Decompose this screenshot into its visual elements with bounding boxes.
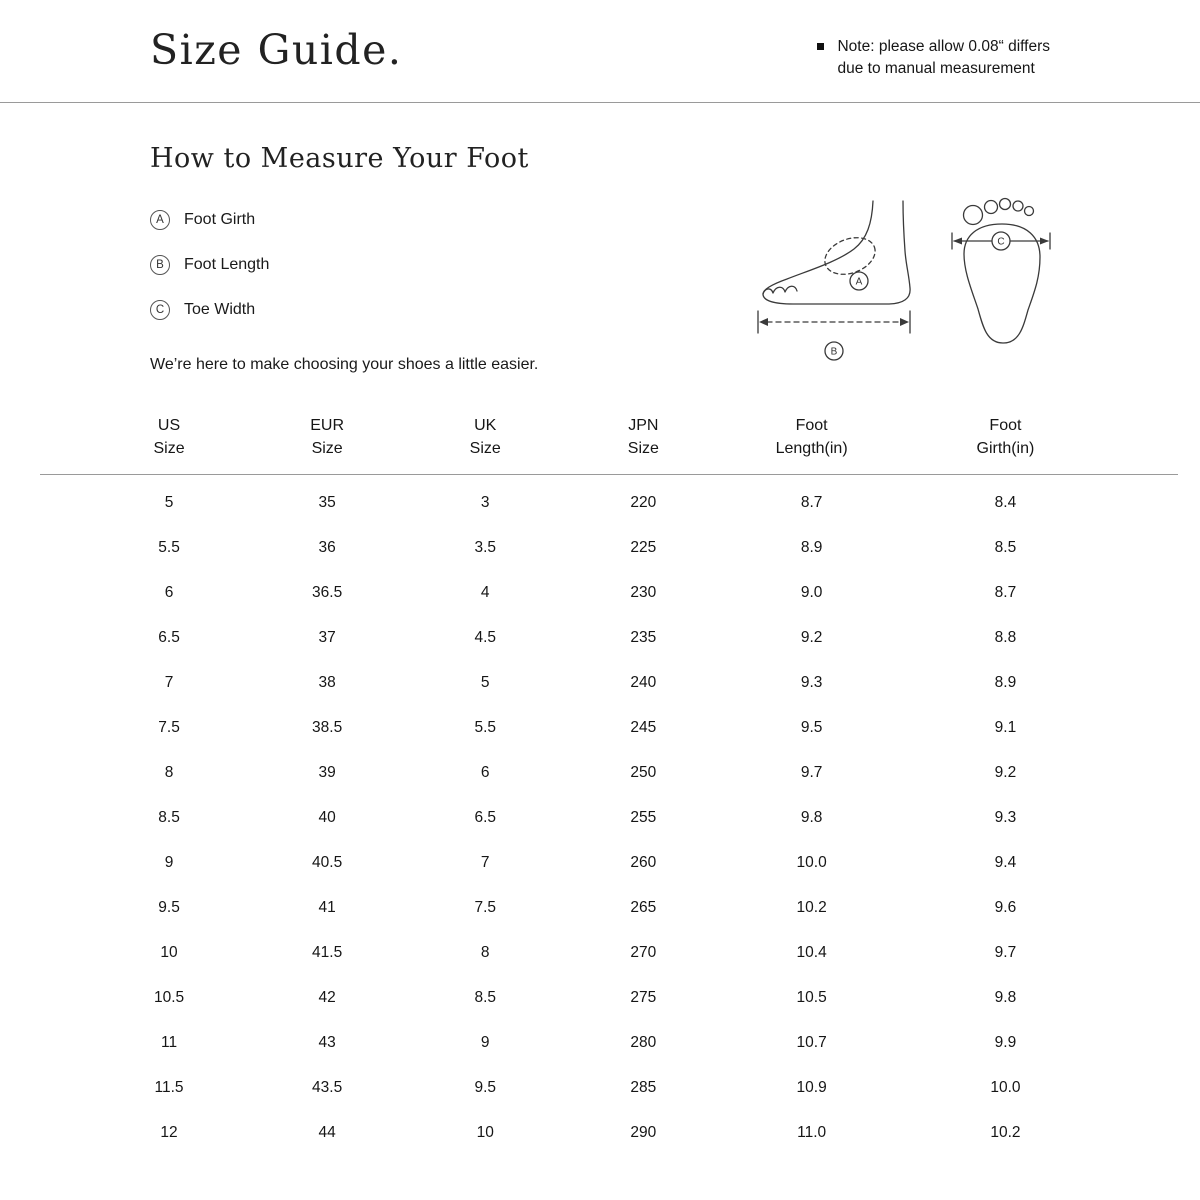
table-cell: 9.3: [800, 674, 823, 691]
column-header: UK Size: [469, 417, 501, 457]
table-cell: 43: [318, 1034, 336, 1051]
header-divider: [0, 102, 1200, 103]
note-line-2: due to manual measurement: [837, 60, 1035, 77]
table-cell: 3.5: [474, 539, 497, 556]
table-cell: 9.5: [800, 719, 823, 736]
table-cell: 8: [164, 764, 174, 781]
table-cell: 8.4: [994, 494, 1017, 511]
side-foot-outline: [763, 201, 910, 304]
footprint-big-toe: [964, 206, 983, 225]
table-cell: 270: [630, 944, 657, 961]
toe-width-measure: [952, 232, 1050, 250]
table-cell: 39: [318, 764, 336, 781]
table-row: [90, 1021, 1110, 1066]
table-row: [90, 571, 1110, 616]
foot-measure-diagram: [755, 193, 1075, 398]
table-cell: 7.5: [158, 719, 180, 736]
table-cell: 9: [164, 854, 174, 871]
measure-item-label: Foot Length: [184, 256, 270, 273]
table-cell: 10.5: [153, 989, 185, 1006]
table-cell: 9.7: [800, 764, 823, 781]
table-cell: 8.8: [994, 629, 1017, 646]
table-cell: 255: [630, 809, 657, 826]
table-cell: 8.7: [994, 584, 1017, 601]
length-measure: [758, 311, 910, 360]
note: [817, 36, 1050, 80]
table-row: [90, 796, 1110, 841]
table-cell: 9.8: [994, 989, 1017, 1006]
table-row: [90, 886, 1110, 931]
table-cell: 9.5: [158, 899, 180, 916]
table-cell: 40.5: [312, 854, 343, 871]
table-cell: 235: [630, 629, 657, 646]
table-cell: 6.5: [474, 809, 497, 826]
size-table-body: [90, 474, 1110, 1156]
column-header: JPN Size: [627, 417, 659, 457]
table-cell: 12: [160, 1124, 178, 1141]
size-table: [90, 414, 1110, 1156]
table-cell: 8.7: [800, 494, 823, 511]
size-table-header-row: [90, 414, 1110, 474]
table-cell: 10: [160, 944, 178, 961]
foot-side-view: [763, 201, 910, 304]
header: [0, 0, 1200, 102]
table-cell: 8.5: [474, 989, 497, 1006]
table-cell: 9.7: [994, 944, 1017, 961]
table-cell: 5: [480, 674, 490, 691]
table-cell: 6: [164, 584, 174, 601]
label-b: B: [830, 346, 838, 358]
table-cell: 7: [480, 854, 490, 871]
table-cell: 9.2: [994, 764, 1017, 781]
table-cell: 8.9: [994, 674, 1017, 691]
column-header: Foot Girth(in): [976, 417, 1035, 457]
label-c: C: [997, 236, 1005, 248]
table-row: [90, 706, 1110, 751]
table-cell: 9.6: [994, 899, 1017, 916]
table-cell: 10.5: [796, 989, 827, 1006]
table-cell: 275: [630, 989, 657, 1006]
table-row: [90, 661, 1110, 706]
table-cell: 5: [164, 494, 174, 511]
measure-section: [0, 143, 1200, 374]
table-cell: 6: [480, 764, 490, 781]
table-row: [90, 616, 1110, 661]
circle-b-icon: B: [150, 255, 170, 275]
column-header: US Size: [153, 417, 185, 457]
table-row: [90, 526, 1110, 571]
table-row: [90, 751, 1110, 796]
table-cell: 11.5: [154, 1079, 184, 1096]
table-header-divider: [40, 474, 1178, 475]
table-cell: 11: [161, 1034, 178, 1051]
column-header: EUR Size: [310, 417, 345, 457]
table-cell: 10.2: [796, 899, 827, 916]
table-cell: 240: [630, 674, 657, 691]
table-cell: 6.5: [158, 629, 180, 646]
table-cell: 9.1: [994, 719, 1017, 736]
table-cell: 41: [318, 899, 336, 916]
measure-item-label: Foot Girth: [184, 211, 256, 228]
table-cell: 7.5: [474, 899, 497, 916]
table-cell: 5.5: [158, 539, 180, 556]
table-row: [90, 474, 1110, 526]
table-cell: 9.4: [994, 854, 1017, 871]
label-a: A: [855, 276, 863, 288]
table-cell: 36: [318, 539, 336, 556]
table-row: [90, 1111, 1110, 1156]
table-cell: 8.9: [800, 539, 823, 556]
table-cell: 10.4: [796, 944, 827, 961]
table-cell: 38.5: [312, 719, 343, 736]
table-cell: 265: [630, 899, 657, 916]
table-cell: 10.7: [796, 1034, 827, 1051]
table-cell: 8.5: [158, 809, 180, 826]
size-table-section: [0, 414, 1200, 1156]
table-cell: 11.0: [797, 1124, 827, 1141]
table-cell: 9: [480, 1034, 490, 1051]
table-cell: 4.5: [474, 629, 497, 646]
table-cell: 41.5: [312, 944, 343, 961]
table-cell: 38: [318, 674, 336, 691]
table-cell: 10.9: [796, 1079, 827, 1096]
table-cell: 7: [164, 674, 174, 691]
table-cell: 5.5: [474, 719, 497, 736]
table-cell: 245: [630, 719, 657, 736]
table-row: [90, 976, 1110, 1021]
table-cell: 40: [318, 809, 336, 826]
intro-text: We’re here to make choosing your shoes a little easier.: [150, 356, 539, 373]
table-cell: 9.2: [800, 629, 823, 646]
table-cell: 35: [318, 494, 336, 511]
table-cell: 10.0: [990, 1079, 1021, 1096]
table-row: [90, 931, 1110, 976]
table-cell: 36.5: [312, 584, 343, 601]
table-cell: 44: [318, 1124, 336, 1141]
note-bullet-icon: [817, 43, 824, 50]
table-cell: 8.5: [994, 539, 1017, 556]
table-cell: 3: [480, 494, 490, 511]
table-row: [90, 841, 1110, 886]
label-b-badge: [825, 342, 843, 360]
circle-c-icon: C: [150, 300, 170, 320]
table-cell: 10.2: [990, 1124, 1021, 1141]
measure-item-label: Toe Width: [184, 301, 256, 318]
table-cell: 4: [480, 584, 490, 601]
page-title: Size Guide.: [150, 26, 403, 74]
table-cell: 9.5: [474, 1079, 497, 1096]
table-cell: 280: [630, 1034, 657, 1051]
table-cell: 260: [630, 854, 657, 871]
table-cell: 8: [480, 944, 490, 961]
measure-heading: How to Measure Your Foot: [150, 143, 529, 174]
column-header: Foot Length(in): [775, 417, 848, 457]
note-line-1: Note: please allow 0.08“ differs: [837, 38, 1050, 55]
table-cell: 43.5: [312, 1079, 343, 1096]
table-cell: 10: [476, 1124, 494, 1141]
table-cell: 37: [318, 629, 336, 646]
footprint-view: [952, 199, 1050, 344]
label-c-badge: [992, 232, 1010, 250]
table-cell: 10.0: [796, 854, 827, 871]
table-cell: 220: [630, 494, 657, 511]
table-cell: 9.3: [994, 809, 1017, 826]
table-cell: 42: [318, 989, 336, 1006]
table-row: [90, 1066, 1110, 1111]
table-cell: 250: [630, 764, 657, 781]
girth-dashed-circle: [820, 231, 880, 281]
table-cell: 9.8: [800, 809, 823, 826]
table-cell: 9.0: [800, 584, 823, 601]
circle-a-icon: A: [150, 210, 170, 230]
table-cell: 290: [630, 1124, 657, 1141]
table-cell: 225: [630, 539, 657, 556]
label-a-badge: [850, 272, 868, 290]
table-cell: 285: [630, 1079, 657, 1096]
table-cell: 230: [630, 584, 657, 601]
note-text: [837, 36, 1050, 80]
table-cell: 9.9: [994, 1034, 1017, 1051]
